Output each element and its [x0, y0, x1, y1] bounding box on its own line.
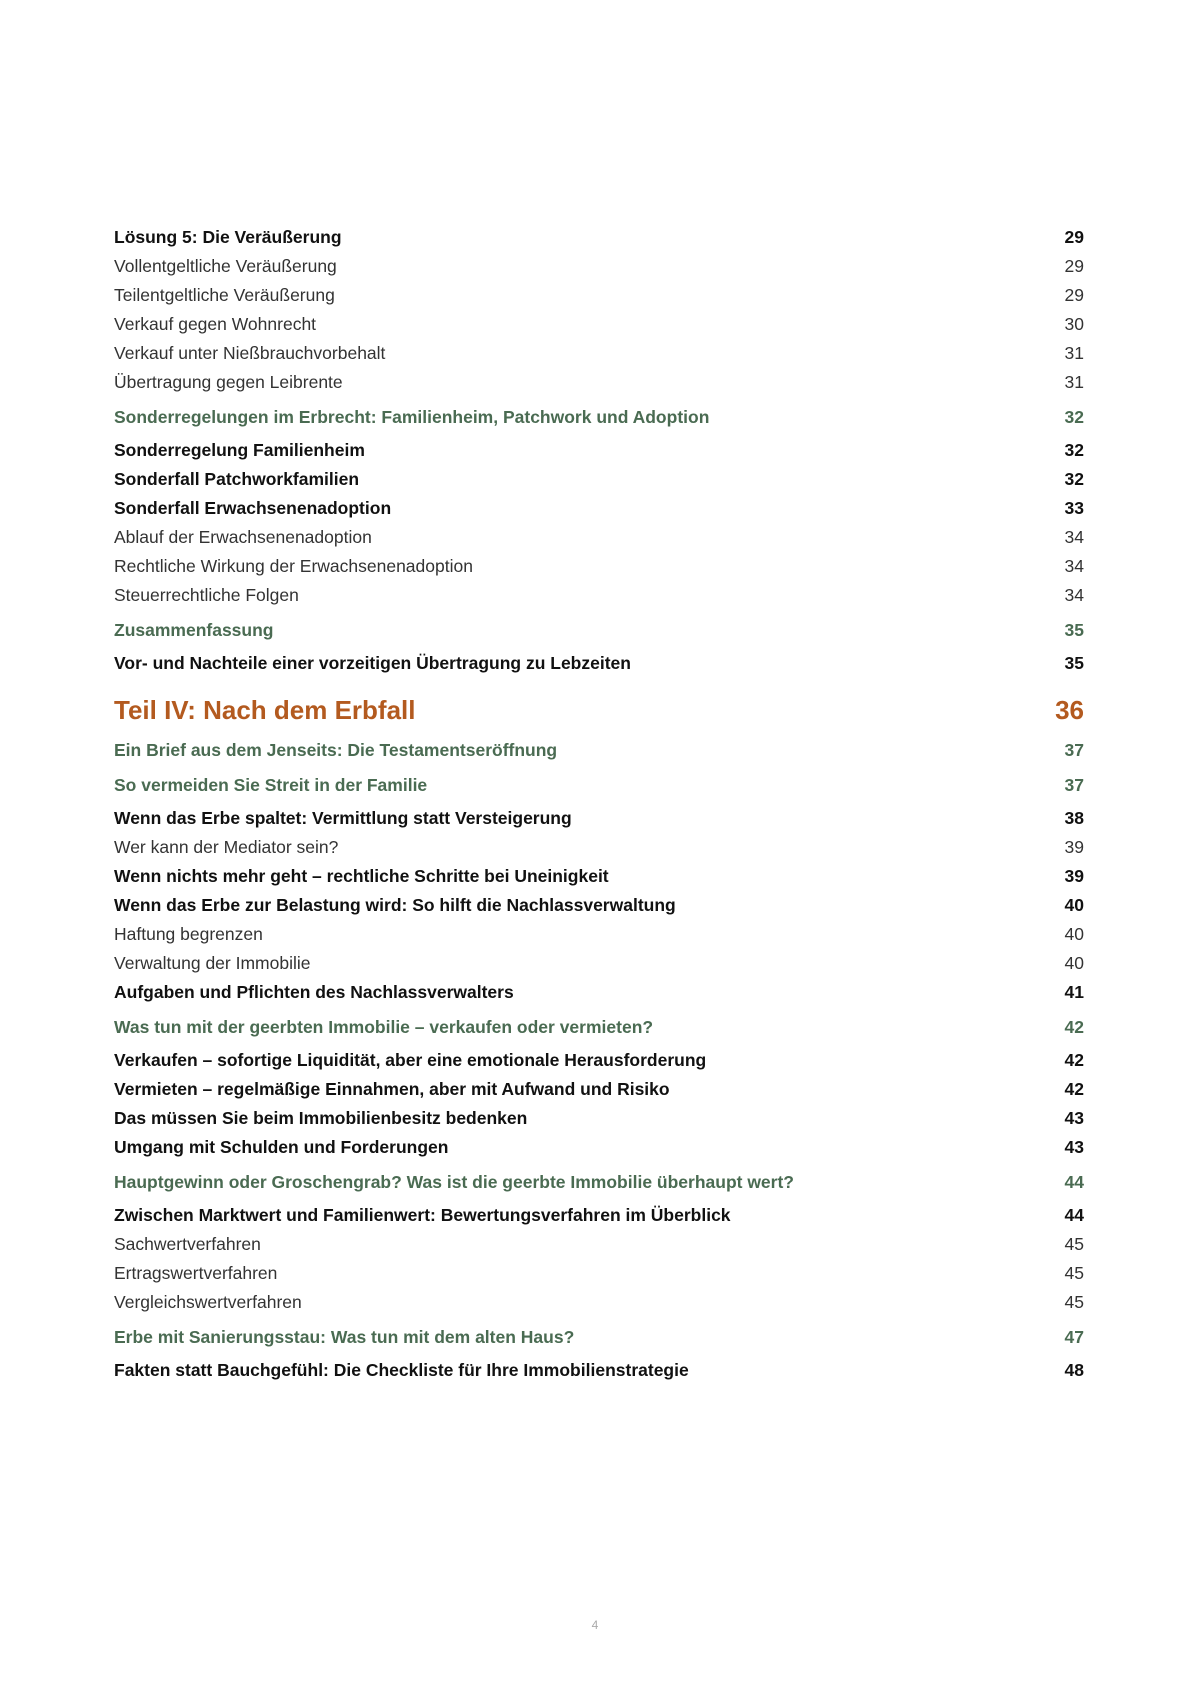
toc-entry-title: Übertragung gegen Leibrente: [114, 372, 343, 392]
toc-chapter-entry[interactable]: [114, 771, 1084, 800]
toc-entry-title: So vermeiden Sie Streit in der Familie: [114, 775, 428, 795]
toc-entry-title: Verkauf unter Nießbrauchvorbehalt: [114, 343, 386, 363]
toc-entry-page: 29: [1064, 256, 1084, 276]
toc-entry-title: Sonderfall Patchworkfamilien: [114, 469, 360, 489]
toc-entry-title: Erbe mit Sanierungsstau: Was tun mit dem alten Haus?: [114, 1327, 575, 1347]
toc-entry-page: 40: [1064, 924, 1084, 944]
toc-entry-page: 30: [1064, 314, 1084, 334]
toc-entry-title: Sonderfall Erwachsenenadoption: [114, 498, 392, 518]
toc-entry-page: 35: [1064, 653, 1084, 673]
toc-entry-title: Sonderregelungen im Erbrecht: Familienheim, Patchwork und Adoption: [114, 407, 710, 427]
toc-entry[interactable]: [114, 891, 1084, 920]
toc-entry-page: 45: [1064, 1263, 1084, 1283]
toc-entry-title: Teilentgeltliche Veräußerung: [114, 285, 335, 305]
toc-entry[interactable]: [114, 1356, 1084, 1385]
toc-entry-title: Wer kann der Mediator sein?: [114, 837, 339, 857]
toc-chapter-entry[interactable]: [114, 616, 1084, 645]
toc-entry-title: Sachwertverfahren: [114, 1234, 261, 1254]
page-number: 4: [591, 1618, 599, 1632]
toc-entry-title: Vermieten – regelmäßige Einnahmen, aber mit Aufwand und Risiko: [114, 1079, 670, 1099]
toc-entry-title: Wenn das Erbe spaltet: Vermittlung statt Versteigerung: [114, 808, 572, 828]
toc-entry[interactable]: [114, 523, 1084, 552]
toc-entry-page: 31: [1064, 372, 1084, 392]
toc-entry-title: Was tun mit der geerbten Immobilie – verkaufen oder vermieten?: [114, 1017, 654, 1037]
toc-entry-page: 32: [1064, 407, 1084, 427]
toc-part-heading[interactable]: [114, 692, 1084, 728]
toc-entry-page: 42: [1064, 1079, 1084, 1099]
toc-entry[interactable]: [114, 310, 1084, 339]
toc-entry-title: Vollentgeltliche Veräußerung: [114, 256, 337, 276]
toc-entry[interactable]: [114, 1133, 1084, 1162]
toc-entry-page: 29: [1064, 227, 1084, 247]
toc-entry-page: 32: [1064, 440, 1084, 460]
toc-entry[interactable]: [114, 1259, 1084, 1288]
toc-chapter-entry[interactable]: [114, 736, 1084, 765]
toc-chapter-entry[interactable]: [114, 403, 1084, 432]
table-of-contents: [114, 223, 1084, 1385]
toc-entry-title: Verkauf gegen Wohnrecht: [114, 314, 317, 334]
toc-entry[interactable]: [114, 649, 1084, 678]
toc-entry-page: 38: [1064, 808, 1084, 828]
toc-entry-page: 43: [1064, 1137, 1084, 1157]
toc-entry[interactable]: [114, 833, 1084, 862]
toc-entry-page: 47: [1064, 1327, 1084, 1347]
toc-entry[interactable]: [114, 920, 1084, 949]
toc-entry-page: 29: [1064, 285, 1084, 305]
toc-entry-page: 36: [1055, 695, 1084, 725]
toc-entry-title: Fakten statt Bauchgefühl: Die Checkliste für Ihre Immobilienstrategie: [114, 1360, 689, 1380]
toc-entry[interactable]: [114, 339, 1084, 368]
toc-entry-title: Ein Brief aus dem Jenseits: Die Testamentseröffnung: [114, 740, 558, 760]
toc-entry[interactable]: [114, 1046, 1084, 1075]
toc-entry-page: 31: [1064, 343, 1084, 363]
toc-entry-page: 34: [1064, 585, 1084, 605]
toc-entry-title: Teil IV: Nach dem Erbfall: [114, 695, 416, 725]
toc-entry-page: 42: [1064, 1017, 1084, 1037]
toc-entry[interactable]: [114, 862, 1084, 891]
toc-entry-page: 34: [1064, 556, 1084, 576]
toc-entry-title: Lösung 5: Die Veräußerung: [114, 227, 342, 247]
toc-entry-title: Haftung begrenzen: [114, 924, 263, 944]
toc-entry[interactable]: [114, 281, 1084, 310]
toc-entry-title: Sonderregelung Familienheim: [114, 440, 365, 460]
toc-entry-title: Zwischen Marktwert und Familienwert: Bewertungsverfahren im Überblick: [114, 1205, 731, 1225]
toc-entry-title: Rechtliche Wirkung der Erwachsenenadoption: [114, 556, 473, 576]
toc-entry-page: 40: [1064, 895, 1084, 915]
toc-entry[interactable]: [114, 465, 1084, 494]
toc-chapter-entry[interactable]: [114, 1013, 1084, 1042]
toc-entry-title: Wenn das Erbe zur Belastung wird: So hilft die Nachlassverwaltung: [114, 895, 676, 915]
toc-entry-page: 41: [1064, 982, 1084, 1002]
toc-entry[interactable]: [114, 949, 1084, 978]
toc-entry-page: 44: [1064, 1172, 1084, 1192]
toc-entry[interactable]: [114, 494, 1084, 523]
toc-entry-title: Verwaltung der Immobilie: [114, 953, 311, 973]
toc-entry-page: 39: [1064, 866, 1084, 886]
toc-entry-title: Verkaufen – sofortige Liquidität, aber eine emotionale Herausforderung: [114, 1050, 707, 1070]
toc-entry-title: Ablauf der Erwachsenenadoption: [114, 527, 372, 547]
toc-entry-page: 34: [1064, 527, 1084, 547]
toc-entry-title: Ertragswertverfahren: [114, 1263, 278, 1283]
toc-entry-title: Zusammenfassung: [114, 620, 274, 640]
toc-entry-page: 33: [1064, 498, 1084, 518]
toc-chapter-entry[interactable]: [114, 1168, 1084, 1197]
toc-entry[interactable]: [114, 978, 1084, 1007]
toc-entry-page: 45: [1064, 1292, 1084, 1312]
toc-entry-page: 48: [1064, 1360, 1084, 1380]
toc-entry[interactable]: [114, 1201, 1084, 1230]
toc-entry-page: 40: [1064, 953, 1084, 973]
toc-entry[interactable]: [114, 368, 1084, 397]
toc-entry-title: Vergleichswertverfahren: [114, 1292, 302, 1312]
toc-entry-page: 43: [1064, 1108, 1084, 1128]
toc-entry[interactable]: [114, 252, 1084, 281]
toc-entry-page: 45: [1064, 1234, 1084, 1254]
toc-entry-title: Vor- und Nachteile einer vorzeitigen Übertragung zu Lebzeiten: [114, 653, 631, 673]
toc-entry[interactable]: [114, 223, 1084, 252]
toc-entry-title: Das müssen Sie beim Immobilienbesitz bedenken: [114, 1108, 528, 1128]
toc-entry-page: 35: [1064, 620, 1084, 640]
toc-entry[interactable]: [114, 804, 1084, 833]
toc-entry-title: Wenn nichts mehr geht – rechtliche Schritte bei Uneinigkeit: [114, 866, 609, 886]
toc-entry[interactable]: [114, 436, 1084, 465]
toc-entry[interactable]: [114, 581, 1084, 610]
toc-entry-page: 42: [1064, 1050, 1084, 1070]
toc-entry[interactable]: [114, 1230, 1084, 1259]
toc-chapter-entry[interactable]: [114, 1323, 1084, 1352]
toc-entry-title: Steuerrechtliche Folgen: [114, 585, 299, 605]
toc-entry-title: Hauptgewinn oder Groschengrab? Was ist die geerbte Immobilie überhaupt wert?: [114, 1172, 794, 1192]
toc-entry-page: 44: [1064, 1205, 1084, 1225]
toc-entry[interactable]: [114, 1104, 1084, 1133]
toc-entry-page: 37: [1064, 775, 1084, 795]
toc-entry[interactable]: [114, 552, 1084, 581]
toc-entry-page: 32: [1064, 469, 1084, 489]
toc-entry[interactable]: [114, 1288, 1084, 1317]
toc-entry-page: 37: [1064, 740, 1084, 760]
toc-entry-title: Aufgaben und Pflichten des Nachlassverwalters: [114, 982, 514, 1002]
toc-entry-page: 39: [1064, 837, 1084, 857]
toc-entry-title: Umgang mit Schulden und Forderungen: [114, 1137, 449, 1157]
toc-entry[interactable]: [114, 1075, 1084, 1104]
